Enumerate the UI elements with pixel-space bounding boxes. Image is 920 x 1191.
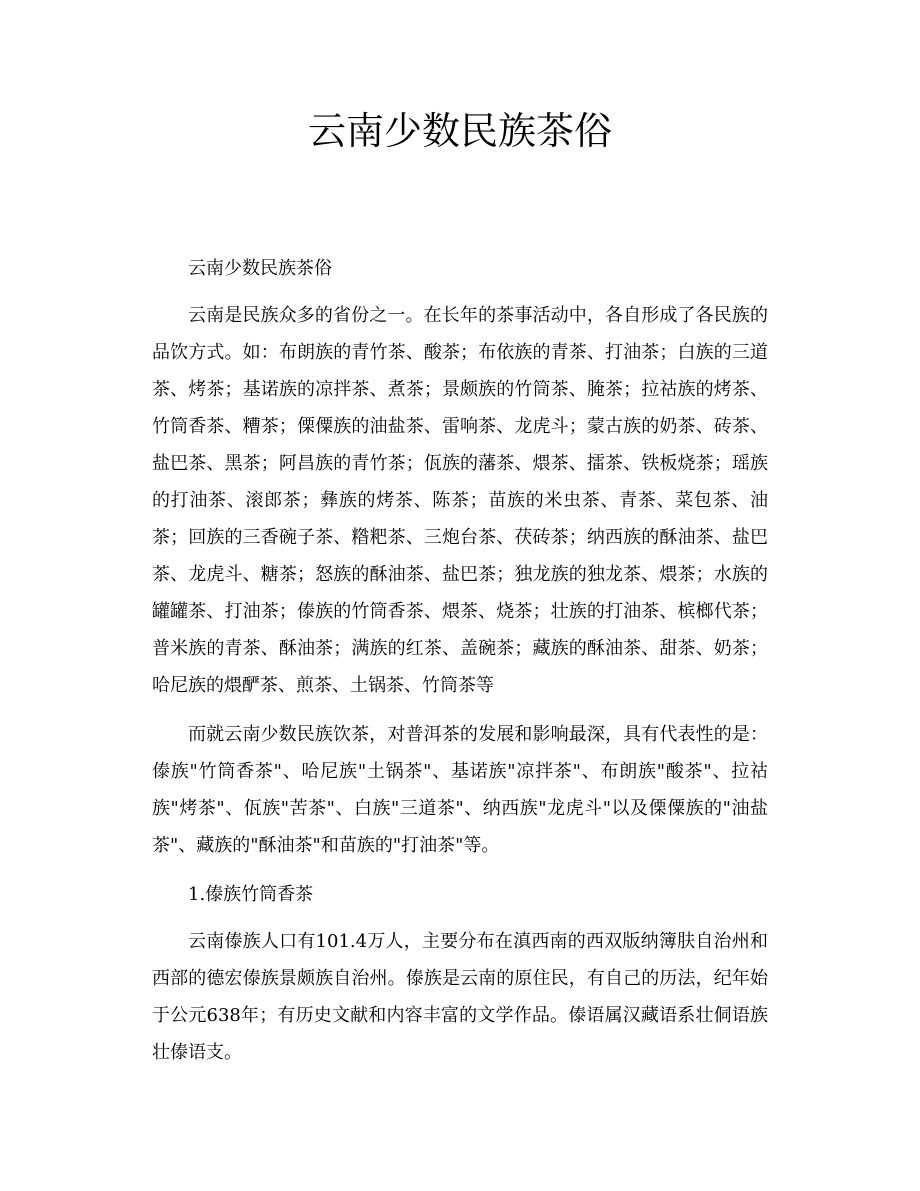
representative-teas-paragraph: 而就云南少数民族饮茶，对普洱茶的发展和影响最深，具有代表性的是：傣族"竹筒香茶"、哈尼族"土锅茶"、基诺族"凉拌茶"、布朗族"酸茶"、拉祜族"烤茶"、佤族"苦茶"、白族"三道茶"、纳西族"龙虎斗"以及傈僳族的"油盐茶"、藏族的"酥油茶"和苗族的"打油茶"等。 (152, 724, 768, 856)
document-title: 云南少数民族茶俗 (307, 109, 612, 153)
section-heading: 云南少数民族茶俗 (188, 258, 332, 279)
dai-people-paragraph: 云南傣族人口有101.4万人，主要分布在滇西南的西双版纳簿肤自治州和西部的德宏傣族景颇族自治州。傣族是云南的原住民，有自己的历法，纪年始于公元638年；有历史文献和内容丰富的文学作品。傣语属汉藏语系壮侗语族壮傣语支。 (152, 931, 768, 1063)
subsection-heading-dai-bamboo-tea: 1.傣族竹筒香茶 (188, 884, 314, 905)
intro-paragraph: 云南是民族众多的省份之一。在长年的茶事活动中，各自形成了各民族的品饮方式。如：布朗族的青竹茶、酸茶；布依族的青茶、打油茶；白族的三道茶、烤茶；基诺族的凉拌茶、煮茶；景颇族的竹筒茶、腌茶；拉祜族的烤茶、竹筒香茶、糟茶；傈僳族的油盐茶、雷响茶、龙虎斗；蒙古族的奶茶、砖茶、盐巴茶、黑茶；阿昌族的青竹茶；佤族的藩茶、煨茶、擂茶、铁板烧茶；瑶族的打油茶、滚郎茶；彝族的烤茶、陈茶；苗族的米虫茶、青茶、菜包茶、油茶；回族的三香碗子茶、糌粑茶、三炮台茶、茯砖茶；纳西族的酥油茶、盐巴茶、龙虎斗、糖茶；怒族的酥油茶、盐巴茶；独龙族的独龙茶、煨茶；水族的罐罐茶、打油茶；傣族的竹筒香茶、煨茶、烧茶；壮族的打油茶、槟榔代茶；普米族的青茶、酥油茶；满族的红茶、盖碗茶；藏族的酥油茶、甜茶、奶茶；哈尼族的煨酽茶、煎茶、土锅茶、竹筒茶等 (152, 305, 768, 696)
document-body (152, 250, 768, 1083)
